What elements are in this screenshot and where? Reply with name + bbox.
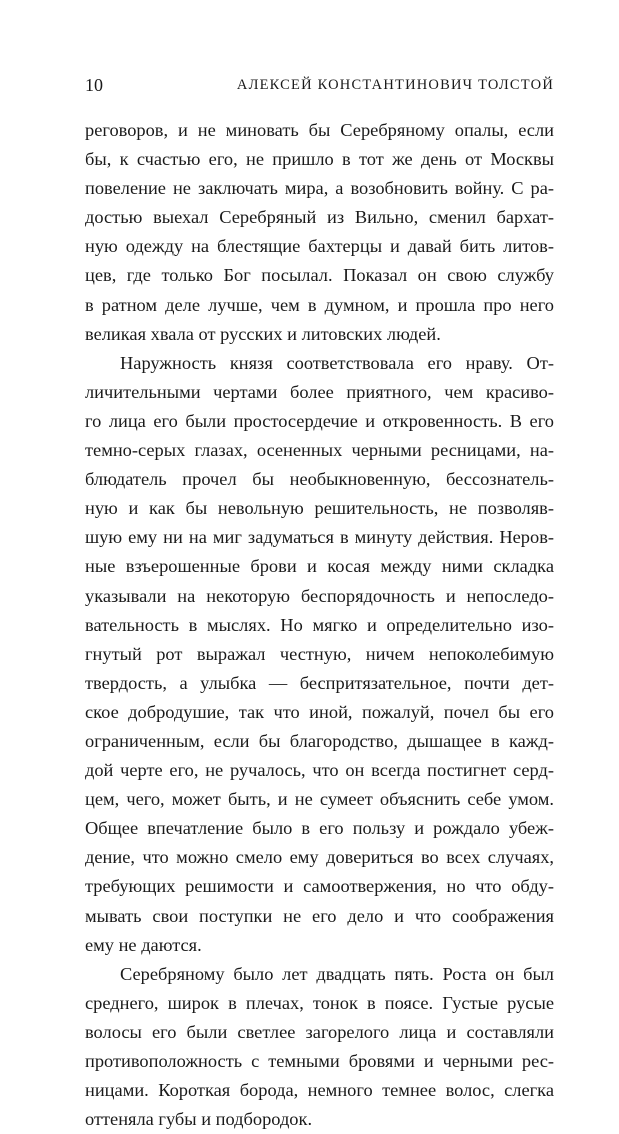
text-line: противоположность с темными бровями и черными рес- xyxy=(85,1051,554,1071)
text-line: дение, что можно смело ему довериться во всех случаях, xyxy=(85,847,554,868)
text-line: личительными чертами более приятного, чем красиво- xyxy=(85,381,554,402)
text-line: бы, к счастью его, не пришло в тот же день от Москвы xyxy=(85,149,554,170)
text-line: Серебряному было лет двадцать пять. Роста он был xyxy=(120,963,554,984)
text-line: твердость, а улыбка — беспритязательное, почти дет- xyxy=(85,672,554,693)
text-line: Общее впечатление было в его пользу и рождало убеж- xyxy=(85,818,554,839)
text-line: оттеняла губы и подбородок. xyxy=(85,1109,313,1130)
text-line: шую ему ни на миг задуматься в минуту действия. Неров- xyxy=(85,527,554,548)
text-line: великая хвала от русских и литовских людей. xyxy=(85,323,441,344)
text-line: реговоров, и не миновать бы Серебряному опалы, если xyxy=(85,120,554,140)
text-line: вательность в мыслях. Но мягко и определительно изо- xyxy=(85,614,554,635)
text-line: ограниченным, если бы благородство, дышащее в кажд- xyxy=(85,730,554,751)
text-line: ему не даются. xyxy=(85,934,202,955)
text-line: ское добродушие, так что иной, пожалуй, почел бы его xyxy=(85,701,554,722)
text-line: требующих решимости и самоотвержения, но что обду- xyxy=(85,876,554,897)
page-number: 10 xyxy=(85,75,103,95)
text-line: ницами. Короткая борода, немного темнее волос, слегка xyxy=(85,1080,554,1101)
text-line: дой черте его, не ручалось, что он всегда постигнет серд- xyxy=(85,760,554,781)
text-line: ную одежду на блестящие бахтерцы и давай бить литов- xyxy=(85,236,554,257)
text-line: цем, чего, может быть, и не сумеет объяснить себе умом. xyxy=(85,789,554,810)
text-line: среднего, широк в плечах, тонок в поясе. Густые русые xyxy=(85,992,554,1013)
text-line: ную и как бы невольную решительность, не позволяв- xyxy=(85,498,554,519)
text-line: достью выехал Серебряный из Вильно, сменил бархат- xyxy=(85,207,554,228)
text-line: го лица его были простосердечие и откровенность. В его xyxy=(85,410,554,431)
text-line: цев, где только Бог посылал. Показал он свою службу xyxy=(85,265,554,286)
text-line: в ратном деле лучше, чем в думном, и прошла про него xyxy=(85,294,554,315)
text-line: Наружность князя соответствовала его нраву. От- xyxy=(120,352,554,373)
text-line: указывали на некоторую беспорядочность и непоследо- xyxy=(85,585,554,606)
page-header xyxy=(85,72,554,98)
text-line: гнутый рот выражал честную, ничем непоколебимую xyxy=(85,643,554,664)
text-line: мывать свои поступки не его дело и что соображения xyxy=(85,905,554,926)
text-line: блюдатель прочел бы необыкновенную, бессознатель- xyxy=(85,469,554,490)
body-text xyxy=(85,116,554,1134)
text-line: темно-серых глазах, осененных черными ресницами, на- xyxy=(85,440,554,461)
text-line: волосы его были светлее загорелого лица и составляли xyxy=(85,1021,554,1042)
running-title: АЛЕКСЕЙ КОНСТАНТИНОВИЧ ТОЛСТОЙ xyxy=(236,77,554,93)
text-line: ные взъерошенные брови и косая между ними складка xyxy=(85,556,554,577)
text-line: повеление не заключать мира, а возобновить войну. С ра- xyxy=(85,178,554,199)
